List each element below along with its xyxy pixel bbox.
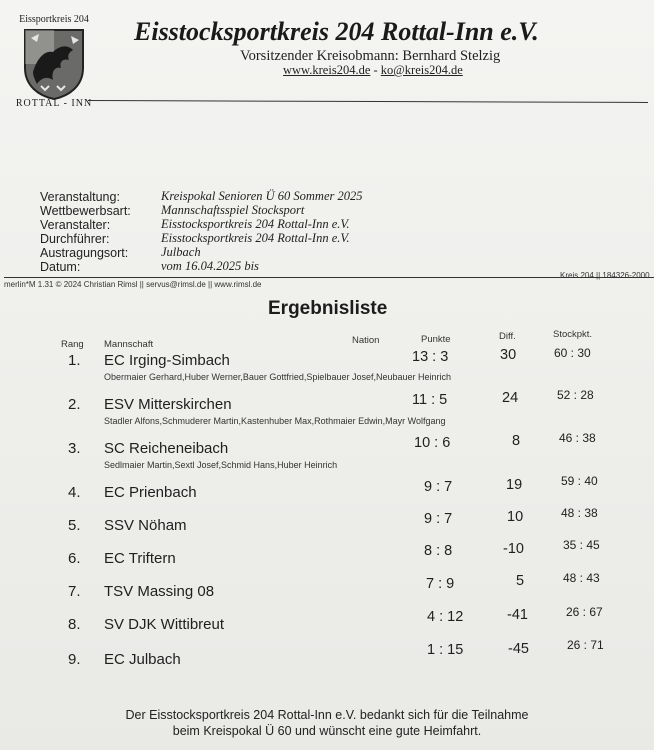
chairman-line: Vorsitzender Kreisobmann: Bernhard Stelzig [240,48,501,64]
info-value: Julbach [161,245,201,259]
website-link[interactable]: www.kreis204.de [283,63,371,77]
info-label: Austragungsort: [40,246,129,260]
header-team: Mannschaft [104,339,154,350]
rank-cell: 3. [68,440,81,457]
closing-line-2: beim Kreispokal Ü 60 und wünscht eine gute Heimfahrt. [172,724,482,738]
team-cell: EC Prienbach [104,484,197,501]
diff-cell: 5 [516,573,525,589]
info-label: Veranstalter: [40,218,111,232]
header-rank: Rang [61,339,84,350]
diff-cell: -45 [508,641,529,657]
info-value: Mannschaftsspiel Stocksport [161,203,305,217]
team-cell: TSV Massing 08 [104,583,215,600]
result-row [0,638,654,691]
rank-cell: 4. [68,484,81,501]
stock-points-cell: 60 : 30 [554,346,591,360]
rank-cell: 7. [68,583,81,600]
organization-title: Eisstocksportkreis 204 Rottal-Inn e.V. [134,17,539,46]
stock-points-cell: 26 : 67 [566,605,603,619]
header-points: Punkte [421,334,451,345]
team-cell: SC Reicheneibach [104,440,229,457]
closing-line-1: Der Eisstocksportkreis 204 Rottal-Inn e.V. bedankt sich für die Teilnahme [125,708,529,722]
team-cell: ESV Mitterskirchen [104,396,232,413]
logo-bottom-text: ROTTAL - INN [15,98,93,109]
stock-points-cell: 26 : 71 [567,638,604,652]
rank-cell: 5. [68,517,81,534]
stock-points-cell: 52 : 28 [557,388,594,402]
diff-cell: 24 [502,390,519,406]
info-label: Veranstaltung: [40,190,120,204]
stock-points-cell: 46 : 38 [559,431,596,445]
info-label: Durchführer: [40,232,110,246]
result-row [0,431,654,480]
team-cell: EC Julbach [104,651,181,668]
diff-cell: 30 [500,347,517,363]
points-cell: 1 : 15 [427,642,464,658]
players-cell: Obermaier Gerhard,Huber Werner,Bauer Gottfried,Spielbauer Josef,Neubauer Heinrich [104,372,452,382]
team-cell: EC Irging-Simbach [104,352,230,369]
points-cell: 9 : 7 [424,479,453,495]
info-value: Eisstocksportkreis 204 Rottal-Inn e.V. [161,231,350,245]
points-cell: 8 : 8 [424,543,453,559]
rank-cell: 1. [68,352,81,369]
diff-cell: 10 [507,509,524,525]
closing-message [0,707,654,739]
diff-cell: -10 [503,541,524,557]
rank-cell: 6. [68,550,81,567]
result-row [0,346,654,392]
players-cell: Stadler Alfons,Schmuderer Martin,Kastenhuber Max,Rothmaier Edwin,Mayr Wolfgang [104,416,446,426]
team-cell: EC Triftern [104,550,176,567]
info-value: vom 16.04.2025 bis [161,259,259,273]
stock-points-cell: 59 : 40 [561,474,598,488]
points-cell: 7 : 9 [426,576,455,592]
points-cell: 10 : 6 [414,435,451,451]
rank-cell: 2. [68,396,81,413]
club-logo [14,14,94,110]
team-cell: SSV Nöham [104,517,187,534]
email-link[interactable]: ko@kreis204.de [380,63,463,77]
header-divider [88,100,648,103]
header-stock: Stockpkt. [553,329,593,340]
diff-cell: 19 [506,477,523,493]
diff-cell: 8 [512,433,521,449]
software-credit: merlin*M 1.31 © 2024 Christian Rimsl || servus@rimsl.de || www.rimsl.de [4,280,262,289]
result-row [0,388,654,436]
stock-points-cell: 35 : 45 [563,538,600,552]
result-row [0,605,654,656]
header-diff: Diff. [499,331,516,342]
points-cell: 9 : 7 [424,511,453,527]
coat-of-arms-icon [23,28,85,100]
points-cell: 13 : 3 [412,349,449,365]
info-label: Wettbewerbsart: [40,204,131,218]
info-value: Kreispokal Senioren Ü 60 Sommer 2025 [161,189,363,203]
info-label: Datum: [40,260,81,274]
info-value: Eisstocksportkreis 204 Rottal-Inn e.V. [161,217,350,231]
points-cell: 11 : 5 [412,392,448,408]
logo-top-text: Eissportkreis 204 [19,14,89,25]
diff-cell: -41 [507,607,528,623]
points-cell: 4 : 12 [427,609,464,625]
header-nation: Nation [352,335,380,346]
rank-cell: 8. [68,616,81,633]
stock-points-cell: 48 : 38 [561,506,598,520]
stock-points-cell: 48 : 43 [563,571,600,585]
rank-cell: 9. [68,651,81,668]
players-cell: Sedlmaier Martin,Sextl Josef,Schmid Hans,Huber Heinrich [104,460,338,470]
document-id: Kreis 204 || 184326-2000 [560,271,650,280]
contact-links [283,63,463,78]
info-divider [4,277,654,278]
results-title: Ergebnisliste [268,298,388,319]
link-separator: - [370,63,381,77]
team-cell: SV DJK Wittibreut [104,616,225,633]
